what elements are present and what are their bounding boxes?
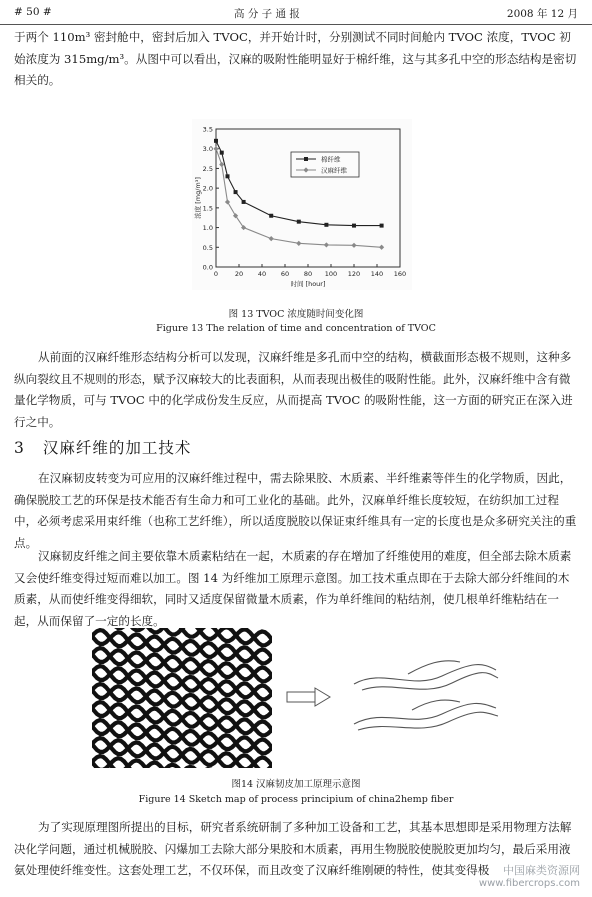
legend-label: 汉麻纤维: [321, 166, 347, 175]
paragraph-degumming: 在汉麻韧皮转变为可应用的汉麻纤维过程中，需去除果胶、木质素、半纤维素等伴生的化学物质，因此，确保脱胶工艺的环保是技术能否有生命力和可工业化的基础。此外，汉麻单纤维长度较短，在纺织加工过程中，必须考虑采用束纤维（也称工艺纤维），所以适度脱胶以保证束纤维具有一定的长度也是众多研究关注的重点。: [14, 471, 577, 550]
data-point: [351, 243, 356, 248]
x-tick-label: 100: [324, 270, 338, 278]
paragraph-lignin: 汉麻韧皮纤维之间主要依靠木质素粘结在一起，木质素的存在增加了纤维使用的难度，但全部去除木质素又会使纤维变得过短而难以加工。图 14 为纤维加工原理示意图。加工技术重点即在于去除大部分纤维间的木质素，从而使纤维变得细软，同时又适度保留微量木质素，作为单纤维间的粘结剂，使几根单纤维粘结在一起，从而保留了一定的长度。: [14, 549, 572, 628]
data-point: [220, 151, 224, 155]
data-point: [214, 139, 218, 143]
data-point: [225, 199, 230, 204]
figure-14-caption-cn: 图14 汉麻韧皮加工原理示意图: [231, 779, 361, 790]
x-tick-label: 0: [213, 270, 219, 278]
y-axis-label: 浓度 [mg/m³]: [194, 177, 202, 219]
x-tick-label: 80: [303, 270, 313, 278]
watermark-site-url: www.fibercrops.com: [478, 878, 580, 889]
y-tick-label: 3.0: [202, 145, 213, 154]
y-tick-label: 2.0: [202, 184, 213, 193]
section-number: 3: [14, 439, 25, 457]
y-tick-label: 2.5: [202, 164, 213, 173]
header-date: 2008 年 12 月: [506, 8, 578, 20]
figure-13-chart-frame: [192, 119, 412, 290]
x-tick-label: 140: [370, 270, 384, 278]
y-tick-label: 1.0: [202, 224, 213, 233]
data-point: [226, 174, 230, 178]
figure-13-caption-cn: 图 13 TVOC 浓度随时间变化图: [228, 309, 364, 320]
separated-fibers-illustration: [354, 661, 498, 730]
series-line-1: [216, 141, 382, 226]
y-tick-label: 1.5: [202, 204, 213, 213]
data-point: [269, 236, 274, 241]
watermark-site-name: 中国麻类资源网: [503, 864, 580, 877]
arrow-right-icon: [287, 688, 330, 706]
x-tick-label: 60: [280, 270, 290, 278]
legend-label: 棉纤维: [321, 155, 341, 164]
data-point: [379, 245, 384, 250]
y-tick-label: 3.5: [202, 125, 213, 134]
data-point: [242, 200, 246, 204]
figure-13-caption-en: Figure 13 The relation of time and concentration of TVOC: [156, 323, 436, 334]
page-header: [0, 0, 592, 25]
figure-14-caption-en: Figure 14 Sketch map of process principium of china2hemp fiber: [138, 794, 454, 805]
data-point: [324, 223, 328, 227]
data-point: [297, 220, 301, 224]
x-tick-label: 20: [234, 270, 244, 278]
figure-14-sketch: [92, 628, 502, 768]
data-point: [213, 146, 218, 151]
data-point: [219, 162, 224, 167]
data-point: [269, 214, 273, 218]
header-page-number: # 50 #: [14, 6, 52, 18]
y-tick-label: 0.5: [202, 243, 213, 252]
legend-marker: [304, 157, 308, 161]
figure-13-line-chart: [192, 119, 412, 290]
data-point: [380, 224, 384, 228]
y-tick-label: 0.0: [202, 263, 213, 272]
x-tick-label: 120: [347, 270, 361, 278]
x-axis-label: 时间 [hour]: [290, 280, 326, 288]
x-tick-label: 160: [393, 270, 407, 278]
section-title: 汉麻纤维的加工技术: [42, 439, 192, 457]
fiber-mesh-illustration: [92, 628, 292, 768]
paragraph-morphology: 从前面的汉麻纤维形态结构分析可以发现，汉麻纤维是多孔而中空的结构，横截面形态极不规则，这种多纵向裂纹且不规则的形态，赋予汉麻较大的比表面积，从而表现出极佳的吸附性能。此外，汉麻纤维中含有微量化学物质，可与 TVOC 中的化学成份发生反应，从而提高 TVOC 的吸附性能，这一方面的研究正在深入进行之中。: [14, 350, 573, 429]
data-point: [296, 241, 301, 246]
x-tick-label: 40: [257, 270, 267, 278]
data-point: [352, 224, 356, 228]
data-point: [234, 190, 238, 194]
section-heading: [14, 436, 191, 458]
paragraph-intro: 于两个 110m³ 密封舱中，密封后加入 TVOC，并开始计时，分别测试不同时间舱内 TVOC 浓度，TVOC 初始浓度为 315mg/m³。从图中可以看出，汉麻的吸附性能明显好于棉纤维，这与其多孔中空的形态结构是密切相关的。: [14, 30, 577, 87]
header-journal-title: 高 分 子 通 报: [234, 8, 300, 20]
legend-marker: [303, 167, 308, 172]
data-point: [324, 242, 329, 247]
paragraph-processing: 为了实现原理图所提出的目标，研究者系统研制了多种加工设备和工艺，其基本思想即是采用物理方法解决化学问题，通过机械脱胶、闪爆加工去除大部分果胶和木质素，再用生物脱胶使脱胶更加均匀，最后采用液氨处理使纤维变性。这套处理工艺，不仅环保，而且改变了汉麻纤维刚硬的特性，使其变得极: [14, 820, 572, 877]
